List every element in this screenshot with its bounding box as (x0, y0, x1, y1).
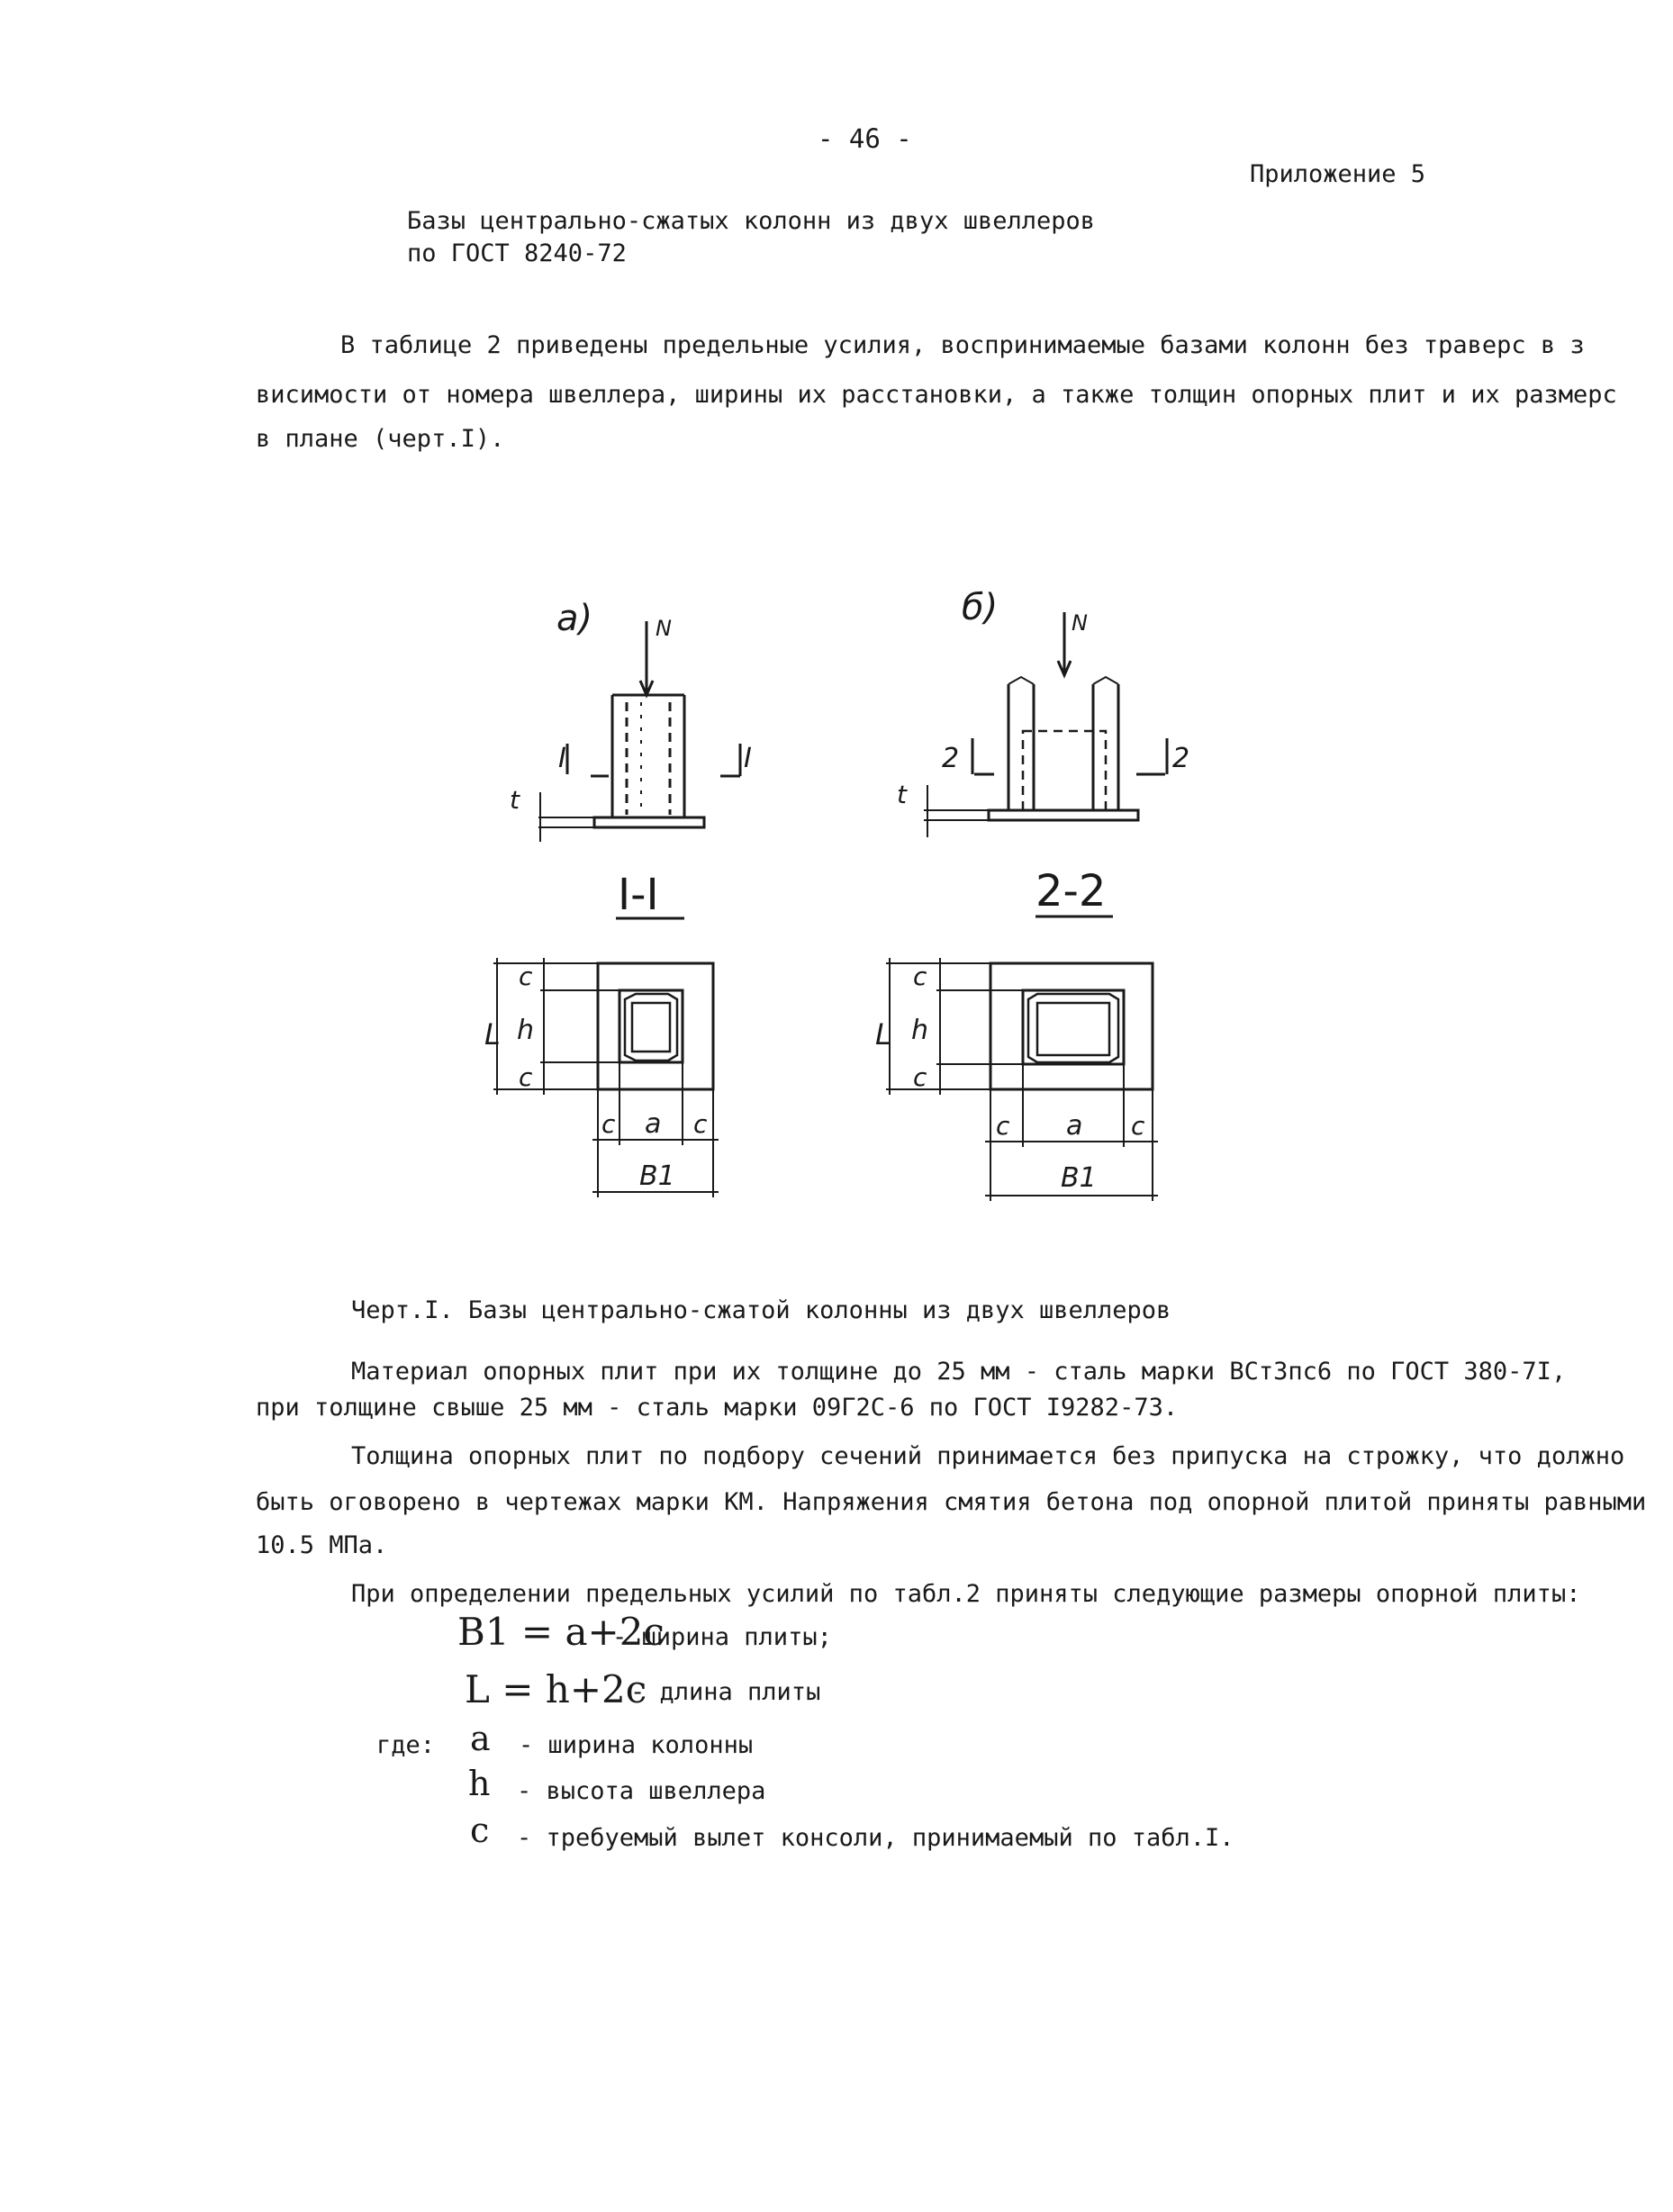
plan-b (875, 958, 1158, 1201)
cut-label-right-b: 2 (1172, 743, 1190, 774)
dim-a-a: a (645, 1108, 662, 1140)
label-a: а) (556, 598, 593, 639)
elevation-b (897, 587, 1189, 837)
formula-length-description: - длина плиты (630, 1678, 821, 1706)
cut-label-left-a: I (558, 743, 566, 774)
cut-label-left-b: 2 (942, 743, 960, 774)
channels-outline-b (1028, 994, 1118, 1062)
formula-width-description: - ширина плиты; (612, 1623, 832, 1651)
plate-plan-b (990, 963, 1153, 1089)
definition-symbol-h: h (468, 1764, 491, 1803)
document-title-line-1: Базы центрально-сжатых колонн из двух швеллеров (407, 207, 1096, 235)
cut-label-right-a: I (744, 743, 752, 774)
limits-intro: При определении предельных усилий по табл.2 приняты следующие размеры опорной плиты: (351, 1580, 1581, 1608)
base-plate-a (594, 817, 704, 827)
dim-h-a: h (517, 1015, 535, 1046)
formula-length-expression: L = h+2c (465, 1667, 647, 1711)
break-left-b (1008, 677, 1034, 684)
material-line-1: Материал опорных плит при их толщине до 25 мм - сталь марки ВСт3пс6 по ГОСТ 380-7I, (351, 1358, 1567, 1386)
definition-h-description: - высота швеллера (517, 1777, 766, 1805)
definition-c-description: - требуемый вылет консоли, принимаемый по табл.I. (517, 1824, 1234, 1852)
thickness-note-line-1: Толщина опорных плит по подбору сечений принимается без припуска на строжку, что должно (351, 1442, 1625, 1470)
document-title-line-2: по ГОСТ 8240-72 (407, 239, 627, 267)
elevation-a (510, 598, 752, 842)
dim-c-top-b: c (913, 962, 927, 991)
definition-a-description: - ширина колонны (519, 1731, 754, 1759)
section-title-2: 2-2 (1035, 866, 1107, 916)
channels-inner-a (632, 1003, 670, 1052)
section-title-1: I-I (618, 870, 659, 920)
dim-c-right-b: c (1131, 1111, 1145, 1141)
appendix-label: Приложение 5 (1250, 160, 1426, 188)
material-line-2: при толщине свыше 25 мм - сталь марки 09Г2С-6 по ГОСТ I9282-73. (256, 1394, 1179, 1422)
dim-B1-b: B1 (1061, 1162, 1097, 1194)
channels-inner-b (1037, 1003, 1109, 1055)
dim-c-bottom-a: c (519, 1062, 533, 1092)
dim-c-left-a: c (601, 1109, 616, 1139)
formula-width-expression: B1 = a+2c (457, 1610, 665, 1654)
intro-line-2: висимости от номера швеллера, ширины их расстановки, а также толщин опорных плит и их размерс (256, 381, 1617, 409)
dim-c-left-b: c (996, 1111, 1010, 1141)
definition-symbol-a: a (470, 1719, 491, 1758)
figure-caption: Черт.I. Базы центрально-сжатой колонны из двух швеллеров (351, 1296, 1171, 1324)
plate-plan-a (598, 963, 713, 1089)
intro-line-1: В таблице 2 приведены предельные усилия, воспринимаемые базами колонн без траверс в з (340, 331, 1585, 359)
where-label: где: (376, 1731, 436, 1759)
base-plate-b (989, 810, 1138, 820)
page-number: - 46 - (818, 123, 912, 154)
force-label-a: N (656, 616, 672, 641)
force-label-b: N (1072, 610, 1088, 636)
dim-L-a: L (484, 1017, 501, 1052)
thickness-note-line-3: 10.5 МПа. (256, 1531, 388, 1559)
break-right-b (1093, 677, 1118, 684)
dim-h-b: h (911, 1015, 929, 1046)
thickness-label-a: t (510, 785, 520, 815)
dim-c-top-a: c (519, 962, 533, 991)
dim-c-right-a: c (693, 1109, 708, 1139)
thickness-label-b: t (897, 780, 907, 809)
intro-line-3: в плане (черт.I). (256, 425, 505, 453)
label-b: б) (962, 587, 999, 628)
dim-B1-a: B1 (639, 1160, 675, 1192)
dim-c-bottom-b: c (913, 1062, 927, 1092)
dim-a-b: a (1066, 1110, 1083, 1142)
definition-symbol-c: c (470, 1810, 490, 1850)
dim-L-b: L (875, 1017, 891, 1052)
thickness-note-line-2: быть оговорено в чертежах марки КМ. Напряжения смятия бетона под опорной плитой приняты равными (256, 1488, 1647, 1516)
plan-a (484, 958, 719, 1197)
